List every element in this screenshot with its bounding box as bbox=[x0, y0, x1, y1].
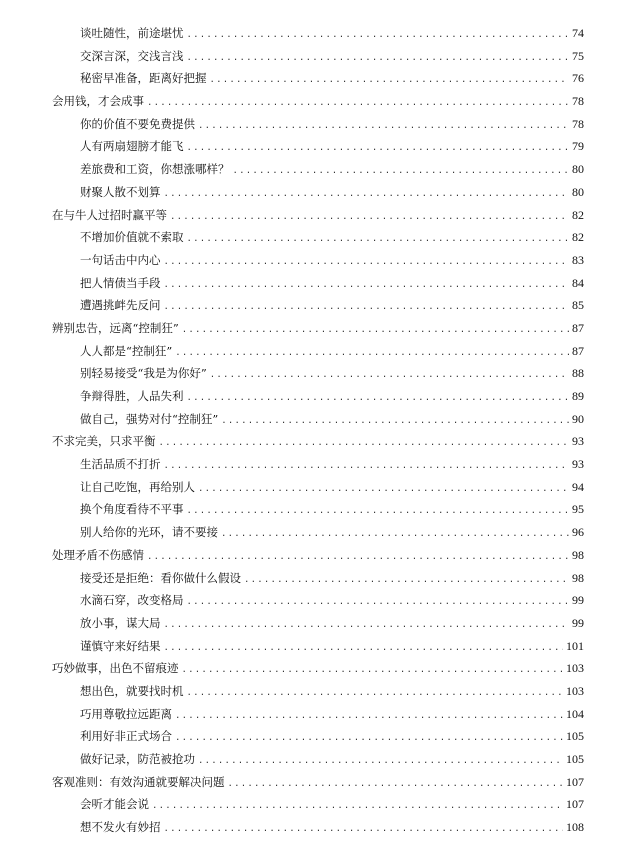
toc-entry-title: 客观准则：有效沟通就要解决问题 bbox=[52, 774, 225, 789]
toc-entry-title: 交深言深，交浅言浅 bbox=[80, 48, 184, 63]
toc-page-number: 108 bbox=[566, 820, 584, 835]
toc-page-number: 87 bbox=[572, 320, 584, 335]
toc-section-entry[interactable] bbox=[52, 498, 584, 521]
toc-section-entry[interactable] bbox=[52, 748, 584, 771]
toc-page-number: 93 bbox=[572, 434, 584, 449]
toc-page-number: 99 bbox=[572, 593, 584, 608]
toc-section-entry[interactable] bbox=[52, 408, 584, 431]
toc-section-entry[interactable] bbox=[52, 181, 584, 204]
toc-page-number: 83 bbox=[572, 252, 584, 267]
dot-leader bbox=[164, 183, 570, 206]
dot-leader bbox=[164, 614, 570, 637]
dot-leader bbox=[164, 274, 570, 297]
toc-entry-title: 财聚人散不划算 bbox=[80, 184, 161, 199]
toc-entry-title: 生活品质不打折 bbox=[80, 457, 161, 472]
dot-leader bbox=[210, 364, 569, 387]
toc-chapter-entry[interactable] bbox=[52, 657, 584, 680]
toc-entry-title: 谈吐随性，前途堪忧 bbox=[80, 26, 184, 40]
toc-section-entry[interactable] bbox=[52, 521, 584, 544]
dot-leader bbox=[182, 659, 564, 682]
toc-section-entry[interactable] bbox=[52, 22, 584, 45]
dot-leader bbox=[164, 455, 570, 478]
dot-leader bbox=[187, 591, 570, 614]
dot-leader bbox=[187, 682, 564, 705]
toc-section-entry[interactable] bbox=[52, 135, 584, 158]
dot-leader bbox=[164, 818, 564, 841]
toc-page-number: 80 bbox=[572, 184, 584, 199]
toc-entry-title: 把人情债当手段 bbox=[80, 275, 161, 290]
toc-chapter-entry[interactable] bbox=[52, 204, 584, 227]
toc-section-entry[interactable] bbox=[52, 612, 584, 635]
toc-section-entry[interactable] bbox=[52, 476, 584, 499]
toc-entry-title: 人人都是“控制狂” bbox=[80, 343, 173, 358]
dot-leader bbox=[198, 750, 563, 773]
dot-leader bbox=[198, 115, 569, 138]
toc-entry-title: 会听才能会说 bbox=[80, 797, 149, 812]
toc-section-entry[interactable] bbox=[52, 453, 584, 476]
toc-entry-title: 做好记录，防范被抢功 bbox=[80, 752, 195, 766]
toc-entry-title: 在与牛人过招时赢平等 bbox=[52, 207, 167, 222]
toc-page-number: 96 bbox=[572, 525, 584, 540]
toc-page-number: 78 bbox=[572, 116, 584, 131]
toc-page-number: 82 bbox=[572, 230, 584, 245]
toc-page-number: 74 bbox=[572, 26, 584, 40]
toc-page-number: 87 bbox=[572, 343, 584, 358]
dot-leader bbox=[187, 500, 570, 523]
dot-leader bbox=[228, 773, 564, 796]
toc-section-entry[interactable] bbox=[52, 113, 584, 136]
dot-leader bbox=[221, 523, 569, 546]
toc-page-number: 82 bbox=[572, 207, 584, 222]
toc-chapter-entry[interactable] bbox=[52, 430, 584, 453]
toc-section-entry[interactable] bbox=[52, 567, 584, 590]
toc-entry-title: 利用好非正式场合 bbox=[80, 729, 172, 744]
toc-entry-title: 换个角度看待不平事 bbox=[80, 502, 184, 517]
toc-section-entry[interactable] bbox=[52, 703, 584, 726]
toc-entry-title: 接受还是拒绝：看你做什么假设 bbox=[80, 570, 241, 585]
toc-section-entry[interactable] bbox=[52, 45, 584, 68]
toc-section-entry[interactable] bbox=[52, 385, 584, 408]
toc-page-number: 103 bbox=[566, 661, 584, 676]
toc-page-number: 103 bbox=[566, 683, 584, 698]
toc-section-entry[interactable] bbox=[52, 294, 584, 317]
toc-entry-title: 巧用尊敬拉远距离 bbox=[80, 706, 172, 721]
toc-page-number: 79 bbox=[572, 139, 584, 154]
toc-page-number: 84 bbox=[572, 275, 584, 290]
dot-leader bbox=[164, 637, 564, 660]
dot-leader bbox=[164, 296, 570, 319]
toc-page-number: 105 bbox=[566, 729, 584, 744]
toc-page-number: 94 bbox=[572, 479, 584, 494]
toc-chapter-entry[interactable] bbox=[52, 90, 584, 113]
toc-entry-title: 不增加价值就不索取 bbox=[80, 230, 184, 245]
toc-section-entry[interactable] bbox=[52, 362, 584, 385]
toc-page-number: 88 bbox=[572, 366, 584, 381]
dot-leader bbox=[170, 206, 569, 229]
toc-page-number: 101 bbox=[566, 638, 584, 653]
toc-page-number: 80 bbox=[572, 162, 584, 177]
toc-entry-title: 人有两扇翅膀才能飞 bbox=[80, 139, 184, 154]
toc-page-number: 95 bbox=[572, 502, 584, 517]
toc-entry-title: 让自己吃饱，再给别人 bbox=[80, 479, 195, 494]
toc-page-number: 107 bbox=[566, 797, 584, 812]
dot-leader bbox=[175, 342, 569, 365]
dot-leader bbox=[187, 387, 570, 410]
toc-section-entry[interactable] bbox=[52, 226, 584, 249]
toc-entry-title: 差旅费和工资，你想涨哪样？ bbox=[80, 162, 230, 177]
toc-section-entry[interactable] bbox=[52, 249, 584, 272]
dot-leader bbox=[187, 228, 570, 251]
toc-section-entry[interactable] bbox=[52, 589, 584, 612]
toc-section-entry[interactable] bbox=[52, 272, 584, 295]
toc-entry-title: 谨慎守来好结果 bbox=[80, 638, 161, 653]
toc-entry-title: 辨别忠告，远离“控制狂” bbox=[52, 320, 179, 335]
toc-entry-title: 水滴石穿，改变格局 bbox=[80, 593, 184, 608]
toc-page-number: 104 bbox=[566, 706, 584, 721]
toc-page-number: 78 bbox=[572, 94, 584, 109]
toc-entry-title: 处理矛盾不伤感情 bbox=[52, 547, 144, 562]
dot-leader bbox=[187, 47, 570, 70]
toc-section-entry[interactable] bbox=[52, 725, 584, 748]
dot-leader bbox=[152, 795, 563, 818]
toc-chapter-entry[interactable] bbox=[52, 317, 584, 340]
toc-entry-title: 巧妙做事，出色不留痕迹 bbox=[52, 661, 179, 676]
dot-leader bbox=[187, 24, 570, 47]
toc-entry-title: 争辩得胜，人品失利 bbox=[80, 389, 184, 403]
toc-entry-title: 别轻易接受“我是为你好” bbox=[80, 366, 207, 381]
toc-section-entry[interactable] bbox=[52, 67, 584, 90]
toc-entry-title: 放小事，谋大局 bbox=[80, 615, 161, 630]
toc-section-entry[interactable] bbox=[52, 816, 584, 839]
toc-entry-title: 别人给你的光环，请不要接 bbox=[80, 525, 218, 540]
toc-section-entry[interactable] bbox=[52, 680, 584, 703]
toc-page-number: 105 bbox=[566, 752, 584, 766]
dot-leader bbox=[175, 727, 563, 750]
toc-section-entry[interactable] bbox=[52, 635, 584, 658]
toc-chapter-entry[interactable] bbox=[52, 771, 584, 794]
table-of-contents bbox=[52, 22, 584, 839]
dot-leader bbox=[182, 319, 569, 342]
toc-entry-title: 做自己，强势对付“控制狂” bbox=[80, 411, 219, 426]
dot-leader bbox=[244, 569, 569, 592]
dot-leader bbox=[147, 546, 569, 569]
toc-page-number: 99 bbox=[572, 615, 584, 630]
toc-entry-title: 一句话击中内心 bbox=[80, 252, 161, 267]
toc-page-number: 98 bbox=[572, 547, 584, 562]
toc-page-number: 107 bbox=[566, 774, 584, 789]
toc-page-number: 76 bbox=[572, 71, 584, 86]
dot-leader bbox=[221, 410, 569, 433]
toc-page-number: 98 bbox=[572, 570, 584, 585]
toc-entry-title: 想出色，就要找时机 bbox=[80, 683, 184, 698]
toc-page-number: 85 bbox=[572, 298, 584, 313]
toc-page-number: 93 bbox=[572, 457, 584, 472]
toc-page-number: 75 bbox=[572, 48, 584, 63]
toc-entry-title: 会用钱，才会成事 bbox=[52, 94, 144, 109]
dot-leader bbox=[175, 705, 563, 728]
dot-leader bbox=[147, 92, 569, 115]
dot-leader bbox=[159, 432, 570, 455]
toc-entry-title: 遭遇挑衅先反问 bbox=[80, 298, 161, 313]
dot-leader bbox=[198, 478, 569, 501]
toc-page-number: 89 bbox=[572, 389, 584, 403]
toc-entry-title: 想不发火有妙招 bbox=[80, 820, 161, 835]
dot-leader bbox=[210, 69, 570, 92]
toc-entry-title: 不求完美，只求平衡 bbox=[52, 434, 156, 449]
toc-section-entry[interactable] bbox=[52, 158, 584, 181]
toc-section-entry[interactable] bbox=[52, 340, 584, 363]
toc-page-number: 90 bbox=[572, 411, 584, 426]
toc-section-entry[interactable] bbox=[52, 793, 584, 816]
dot-leader bbox=[233, 160, 570, 183]
toc-entry-title: 你的价值不要免费提供 bbox=[80, 116, 195, 131]
dot-leader bbox=[164, 251, 570, 274]
toc-entry-title: 秘密早准备，距离好把握 bbox=[80, 71, 207, 86]
dot-leader bbox=[187, 137, 570, 160]
toc-chapter-entry[interactable] bbox=[52, 544, 584, 567]
